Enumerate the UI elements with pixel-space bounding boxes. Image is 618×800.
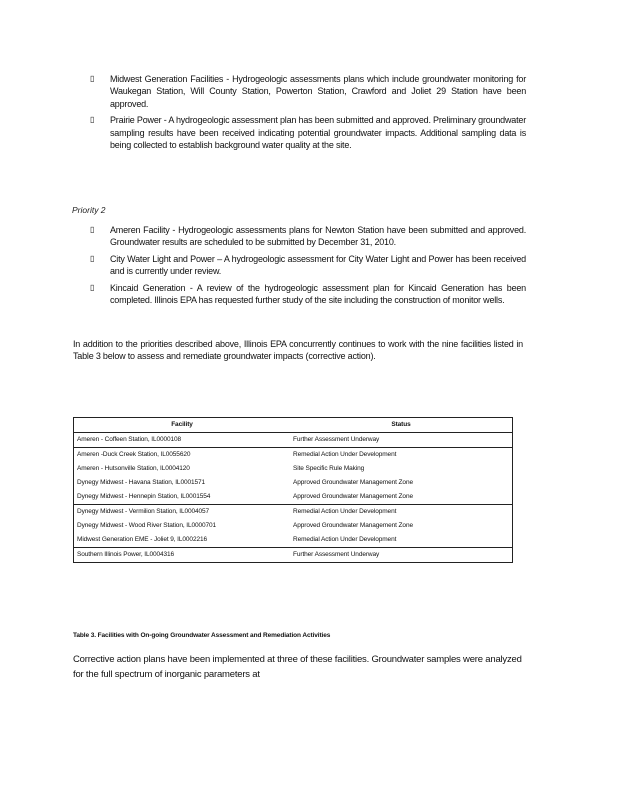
status-cell: Approved Groundwater Management Zone	[293, 493, 413, 500]
table-row	[74, 462, 513, 476]
bullet-text: Kincaid Generation - A review of the hydrogeologic assessment plan for Kincaid Generation has been completed. Illinois EPA has requested further study of the site including the construction of monitor wells.	[110, 282, 526, 306]
facility-cell: Dynegy Midwest - Hennepin Station, IL0001554	[77, 493, 211, 500]
bullet-glyph: ▯	[90, 225, 95, 234]
bullet-glyph: ▯	[90, 282, 95, 292]
corrective-action-paragraph: Corrective action plans have been implemented at three of these facilities. Groundwater samples were analyzed for the full spectrum of inorganic parameters at	[73, 654, 522, 680]
facilities-table	[73, 417, 513, 563]
bullet-glyph: ▯	[90, 74, 95, 83]
table-row	[74, 490, 513, 505]
bullet-list-priority2	[90, 224, 526, 310]
bullet-kincaid-generation	[90, 282, 526, 307]
bullet-glyph: ▯	[90, 115, 95, 125]
facility-header: Facility	[171, 421, 193, 428]
facility-cell: Ameren - Hutsonville Station, IL0004120	[77, 465, 190, 472]
bullet-list-priority1	[90, 73, 526, 155]
table-row	[74, 519, 513, 533]
facility-cell: Dynegy Midwest - Wood River Station, IL0000701	[77, 522, 217, 529]
bullet-midwest-generation	[90, 73, 526, 110]
status-cell: Remedial Action Under Development	[293, 508, 397, 515]
status-cell: Approved Groundwater Management Zone	[293, 522, 413, 529]
bullet-text: City Water Light and Power – A hydrogeologic assessment for City Water Light and Power has been received and is currently under review.	[110, 253, 526, 277]
facility-cell: Ameren -Duck Creek Station, IL0055620	[77, 451, 191, 458]
bullet-text: Prairie Power - A hydrogeologic assessment plan has been submitted and approved. Preliminary groundwater sampling results have been received indicating potential groundwater impacts. Additional sampling data is being collected to establish background water quality at the site.	[110, 115, 526, 151]
facility-cell: Ameren - Coffeen Station, IL0000108	[77, 436, 182, 443]
table-row	[74, 533, 513, 548]
table-row	[74, 505, 513, 520]
bullet-city-water-light-power	[90, 253, 526, 278]
table-row	[74, 433, 513, 448]
priority-2-heading: Priority 2	[72, 205, 106, 215]
status-cell: Remedial Action Under Development	[293, 536, 397, 543]
table-row	[74, 476, 513, 490]
status-cell: Further Assessment Underway	[293, 551, 380, 558]
bullet-prairie-power	[90, 114, 526, 151]
table-row	[74, 548, 513, 563]
status-cell: Site Specific Rule Making	[293, 465, 365, 472]
facility-cell: Midwest Generation EME - Joliet 9, IL0002216	[77, 536, 208, 543]
status-cell: Further Assessment Underway	[293, 436, 380, 443]
bullet-text: Midwest Generation Facilities - Hydrogeologic assessments plans which include groundwater monitoring for Waukegan Station, Will County Station, Powerton Station, Crawford and Joliet 29 Station have been approved.	[110, 74, 526, 109]
addition-paragraph: In addition to the priorities described above, Illinois EPA concurrently continues to work with the nine facilities listed in Table 3 below to assess and remediate groundwater impacts (corrective action).	[73, 339, 523, 362]
table-row	[74, 448, 513, 463]
facility-cell: Dynegy Midwest - Vermilion Station, IL0004057	[77, 508, 210, 515]
status-cell: Remedial Action Under Development	[293, 451, 397, 458]
status-cell: Approved Groundwater Management Zone	[293, 479, 413, 486]
bullet-text: Ameren Facility - Hydrogeologic assessments plans for Newton Station have been submitted and approved. Groundwater results are scheduled to be submitted by December 31, 2010.	[110, 225, 526, 248]
table-header-row	[74, 418, 513, 433]
table-body	[74, 433, 513, 563]
bullet-glyph: ▯	[90, 253, 95, 263]
facility-cell: Dynegy Midwest - Havana Station, IL0001571	[77, 479, 206, 486]
bullet-ameren	[90, 224, 526, 249]
facility-cell: Southern Illinois Power, IL0004316	[77, 551, 175, 558]
table-caption: Table 3. Facilities with On-going Groundwater Assessment and Remediation Activities	[73, 632, 331, 639]
status-header: Status	[391, 421, 411, 428]
